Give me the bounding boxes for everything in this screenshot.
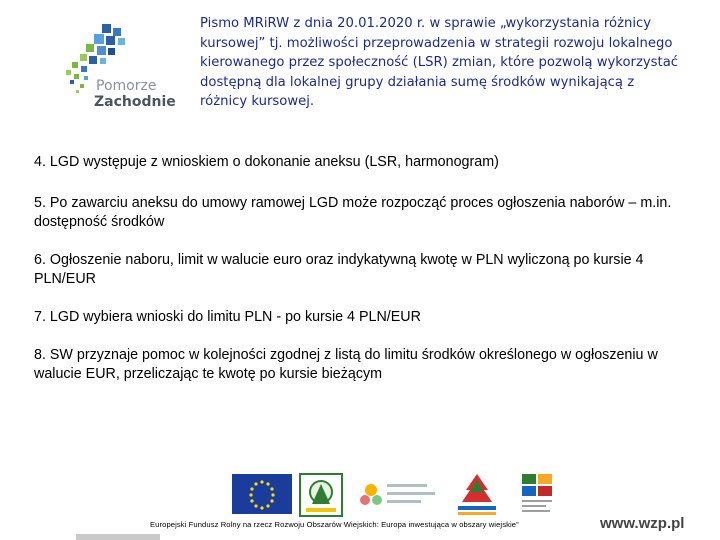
footer-caption: Europejski Fundusz Rolny na rzecz Rozwoju Obszarów Wiejskich: Europa inwestująca w obszary wiejskie” bbox=[150, 520, 519, 529]
list-item-8: 8. SW przyznaje pomoc w kolejności zgodnej z listą do limitu środków określonego w ogłoszeniu w walucie EUR, przeliczając te kwotę po kursie bieżącym bbox=[34, 347, 658, 382]
prow-2014-2020-logo-icon bbox=[512, 470, 562, 520]
list-item-6: 6. Ogłoszenie naboru, limit w walucie euro oraz indykatywną kwotę w PLN wyliczoną po kursie 4 PLN/EUR bbox=[34, 252, 644, 287]
footer-url: www.wzp.pl bbox=[600, 515, 685, 532]
list-item-7: 7. LGD wybiera wnioski do limitu PLN - po kursie 4 PLN/EUR bbox=[34, 309, 421, 325]
poland-eagle-emblem-icon bbox=[452, 470, 502, 520]
slide-title: Pismo MRiRW z dnia 20.01.2020 r. w sprawie „wykorzystania różnicy kursowej” tj. możliwości przeprowadzenia w strategii rozwoju lokalnego kierowanego przez społeczność (LSR) zmian, które pozwolą wykorzystać dostępną dla lokalnej grupy działania sumę środków wynikającą z różnicy kursowej. bbox=[200, 16, 679, 109]
list-item-5: 5. Po zawarciu aneksu do umowy ramowej LGD może rozpocząć proces ogłoszenia naborów – m.in. dostępność środków bbox=[34, 195, 672, 230]
logo-text-zachodnie: Zachodnie bbox=[94, 94, 176, 110]
logo-text-pomorze: Pomorze bbox=[96, 78, 157, 94]
bottom-divider bbox=[76, 534, 160, 540]
prow-lgd-logo-icon bbox=[355, 470, 445, 520]
leader-logo-icon bbox=[298, 470, 344, 520]
eu-flag-icon bbox=[232, 470, 292, 520]
list-item-4: 4. LGD występuje z wnioskiem o dokonanie aneksu (LSR, harmonogram) bbox=[34, 154, 499, 170]
